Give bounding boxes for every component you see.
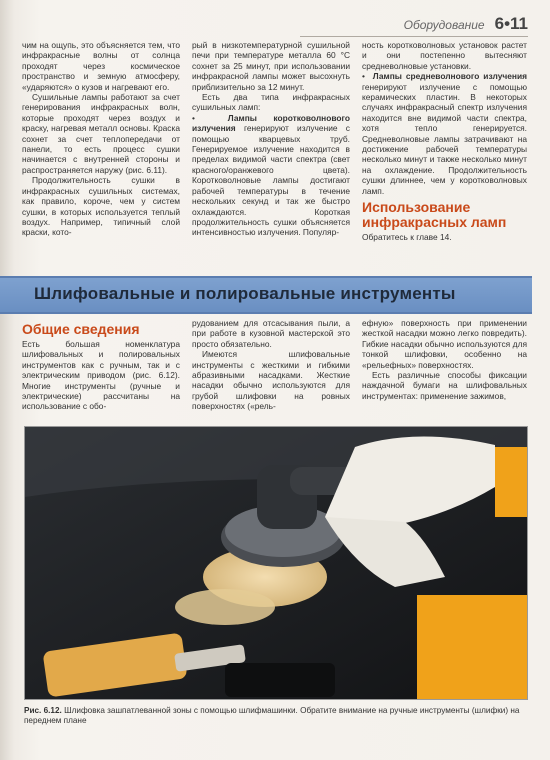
paragraph: рудованием для отсасывания пыли, а при работе в кузовной мастерской это просто обязательно. bbox=[192, 318, 350, 349]
page-number: 6•11 bbox=[494, 14, 528, 33]
caption-label: Рис. 6.12. bbox=[24, 706, 62, 715]
column-3-mid bbox=[362, 318, 527, 401]
paragraph: Продолжительность сушки в инфракрасных сушильных системах, как правило, короче, чем у систем сушки, в которых используется теплый воздух. Например, типичный слой краски, кото- bbox=[22, 175, 180, 238]
section-title: Оборудование bbox=[403, 18, 485, 32]
paragraph: ность коротковолновых установок растет и они постепенно вытесняют средневолновые установки. bbox=[362, 40, 527, 71]
column-2-top bbox=[192, 40, 350, 238]
figure-caption bbox=[24, 706, 524, 726]
header-rule bbox=[300, 36, 528, 37]
bullet-text: генерируют излучение с помощью кварцевых труб. Генерируемое излучение находится в пределах видимой части спектра (свет красного/оранжевого цвета). Коротковолновые лампы достигают рабочей температуры в течение нескольких секунд и так же быстро охлаждаются. Короткая продолжительность сушки объясняется интенсивностью излучения. Популяр- bbox=[192, 123, 350, 238]
sanding-photo-illustration bbox=[25, 427, 527, 699]
bullet-title: Лампы коротковолнового излучения bbox=[192, 112, 350, 134]
bullet-item: • Лампы коротковолнового излучения генерируют излучение с помощью кварцевых труб. Генерируемое излучение находится в пределах видимой части спектра (свет красного/оранжевого цвета). Коротковолновые лампы достигают рабочей температуры в течение нескольких секунд и так же быстро охлаждаются. Короткая продолжительность сушки объясняется интенсивностью излучения. Популяр- bbox=[192, 112, 350, 238]
bullet-item: • Лампы средневолнового излучения генерируют излучение с помощью керамических пластин. В некоторых случаях инфракрасный спектр излучения находится вне видимой части спектра, хотя тепло генерируется. Средневолновые лампы затрачивают на достижение рабочей температуры несколько минут и также несколько минут на охлаждение. Продолжительность сушки длиннее, чем у коротковолновых ламп. bbox=[362, 71, 527, 196]
column-1-top bbox=[22, 40, 180, 238]
running-header bbox=[404, 14, 528, 34]
subheading: Использование инфракрасных ламп bbox=[362, 199, 507, 231]
column-3-top bbox=[362, 40, 527, 243]
paragraph: чим на ощупь, это объясняется тем, что инфракрасные волны от солнца проходят через космическое пространство и земную атмосферу, «ударяются» о кузов и нагревают его. bbox=[22, 40, 180, 92]
section-band bbox=[0, 276, 532, 314]
figure-photo bbox=[24, 426, 528, 700]
bullet-title: Лампы средневолнового излучения bbox=[372, 71, 527, 82]
paragraph: Сушильные лампы работают за счет генерирования инфракрасных волн, которые проходят через воздух и краску, нагревая металл основы. Краска сохнет за счет теплопередачи от панели, то есть процесс сушки начинается с внутренней стороны и распространяется наружу (рис. 6.11). bbox=[22, 92, 180, 175]
paragraph: Есть большая номенклатура шлифовальных и полировальных инструментов как с ручным, так и с электрическим приводом (рис. 6.12). Многие инструменты (ручные и электрические) рассчитаны на использование с обо- bbox=[22, 339, 180, 412]
paragraph: Обратитесь к главе 14. bbox=[362, 232, 452, 243]
subheading: Общие сведения bbox=[22, 321, 140, 337]
bullet-text: генерируют излучение с помощью керамических пластин. В некоторых случаях инфракрасный спектр излучения находится вне видимой части спектра, хотя тепло генерируется. Средневолновые лампы затрачивают на достижение рабочей температуры несколько минут и также несколько минут на охлаждение. Продолжительность сушки длиннее, чем у коротковолновых ламп. bbox=[362, 81, 527, 196]
paragraph: Есть различные способы фиксации наждачной бумаги на шлифовальных инструментах: применение зажимов, bbox=[362, 370, 527, 401]
paragraph: Есть два типа инфракрасных сушильных ламп: bbox=[192, 92, 350, 113]
paragraph: рый в низкотемпературной сушильной печи при температуре металла 60 °С сохнет за 25 минут, при использовании инфракрасной лампы может высохнуть приблизительно за 12 минут. bbox=[192, 40, 350, 92]
section-band-title: Шлифовальные и полировальные инструменты bbox=[34, 284, 456, 303]
paragraph: Имеются шлифовальные инструменты с жесткими и гибкими абразивными насадками. Жесткие насадки обычно используются для грубой шлифовки на ровных поверхностях («рель- bbox=[192, 349, 350, 412]
paragraph: ефную» поверхность при применении жесткой насадки можно легко повредить). Гибкие насадки обычно используются для тонкой шлифовки, особенно на «рельефных» поверхностях. bbox=[362, 318, 527, 370]
column-1-mid bbox=[22, 318, 180, 412]
caption-text: Шлифовка зашпатлеванной зоны с помощью шлифмашинки. Обратите внимание на ручные инструменты (шлифки) на переднем плане bbox=[24, 706, 520, 725]
column-2-mid bbox=[192, 318, 350, 412]
